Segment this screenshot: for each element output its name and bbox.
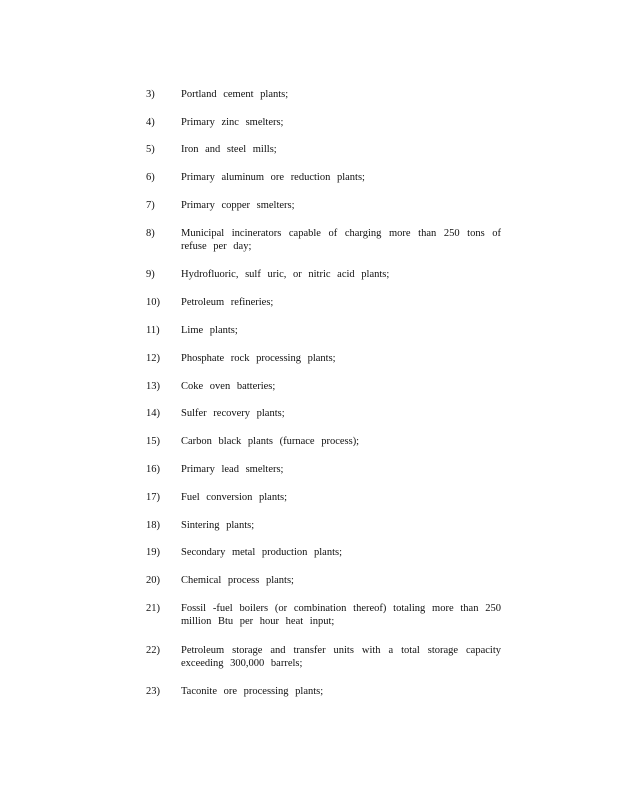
item-text: Secondary metal production plants;	[181, 547, 343, 558]
item-text: Hydrofluoric, sulf uric, or nitric acid plants;	[181, 269, 390, 280]
item-number: 13)	[146, 381, 160, 392]
item-number: 3)	[146, 89, 155, 100]
item-number: 17)	[146, 492, 160, 503]
item-text: Petroleum storage and transfer units with a total storage capacity exceeding 300,000 barrels;	[181, 645, 501, 669]
item-number: 15)	[146, 436, 160, 447]
item-number: 20)	[146, 575, 160, 586]
item-text: Coke oven batteries;	[181, 381, 276, 392]
item-text: Iron and steel mills;	[181, 144, 277, 155]
item-number: 14)	[146, 408, 160, 419]
item-text: Municipal incinerators capable of charging more than 250 tons of refuse per day;	[181, 228, 501, 252]
item-text: Chemical process plants;	[181, 575, 294, 586]
item-text: Carbon black plants (furnace process);	[181, 436, 360, 447]
item-number: 6)	[146, 172, 155, 183]
item-text: Portland cement plants;	[181, 89, 289, 100]
item-text: Primary aluminum ore reduction plants;	[181, 172, 365, 183]
item-text: Sintering plants;	[181, 520, 255, 531]
item-number: 21)	[146, 603, 160, 614]
item-text: Phosphate rock processing plants;	[181, 353, 336, 364]
item-number: 7)	[146, 200, 155, 211]
item-number: 9)	[146, 269, 155, 280]
item-number: 10)	[146, 297, 160, 308]
item-text: Lime plants;	[181, 325, 238, 336]
item-number: 22)	[146, 645, 160, 656]
item-text: Fossil -fuel boilers (or combination thereof) totaling more than 250 million Btu per hour heat input;	[181, 603, 501, 627]
item-text: Fuel conversion plants;	[181, 492, 287, 503]
item-text: Taconite ore processing plants;	[181, 686, 324, 697]
item-number: 8)	[146, 228, 155, 239]
item-number: 16)	[146, 464, 160, 475]
item-number: 4)	[146, 117, 155, 128]
item-number: 19)	[146, 547, 160, 558]
item-text: Primary lead smelters;	[181, 464, 284, 475]
item-text: Primary copper smelters;	[181, 200, 295, 211]
item-number: 11)	[146, 325, 160, 336]
item-text: Primary zinc smelters;	[181, 117, 284, 128]
item-text: Sulfer recovery plants;	[181, 408, 285, 419]
item-number: 12)	[146, 353, 160, 364]
item-number: 18)	[146, 520, 160, 531]
item-number: 5)	[146, 144, 155, 155]
item-text: Petroleum refineries;	[181, 297, 274, 308]
item-number: 23)	[146, 686, 160, 697]
